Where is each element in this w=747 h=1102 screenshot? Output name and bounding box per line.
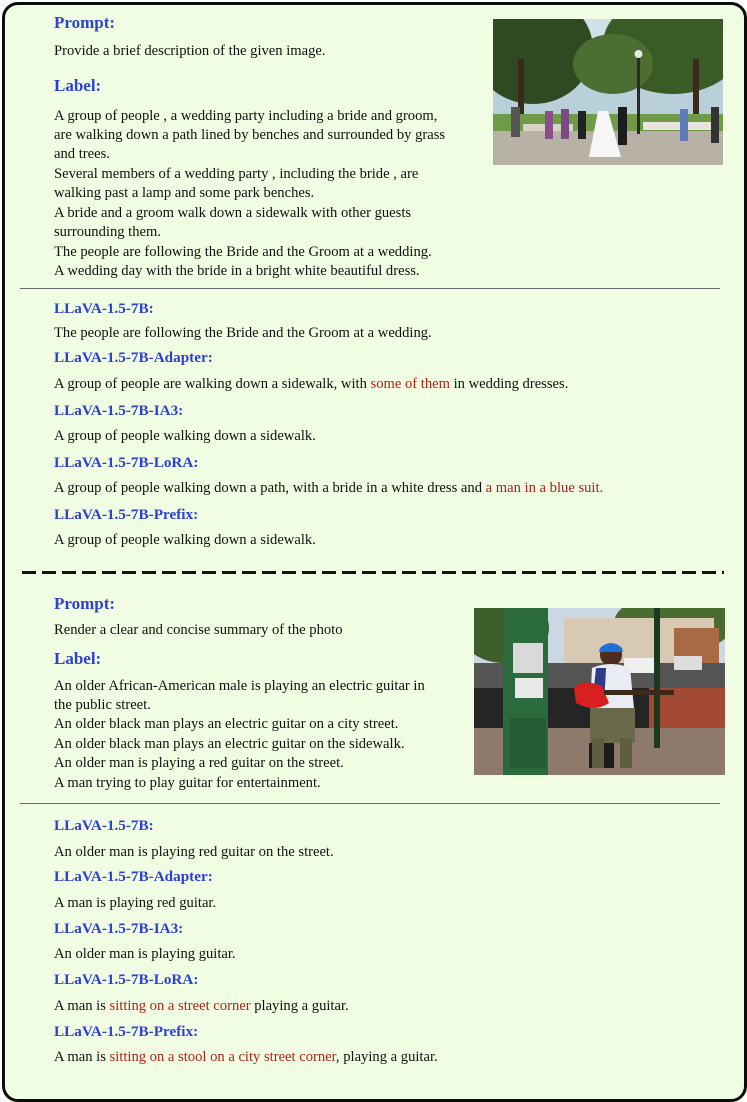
wedding-photo	[493, 19, 723, 165]
model-name: LLaVA-1.5-7B:	[54, 817, 154, 834]
model-output	[54, 324, 432, 344]
model-name: LLaVA-1.5-7B-Prefix:	[54, 1023, 199, 1040]
label-line: An older African-American male is playing an electric guitar in	[54, 678, 425, 694]
model-name: LLaVA-1.5-7B-IA3:	[54, 920, 184, 937]
output-text: An older man is playing red guitar on the street.	[54, 844, 334, 860]
output-text: A man is	[54, 998, 110, 1014]
model-output	[54, 427, 316, 447]
output-suffix: , playing a guitar.	[335, 1049, 438, 1065]
model-output	[54, 843, 334, 863]
hallucination-text: sitting on a street corner	[109, 998, 251, 1014]
label-line: A group of people , a wedding party including a bride and groom,	[54, 108, 438, 124]
model-output	[54, 1048, 438, 1068]
model-name: LLaVA-1.5-7B-Adapter:	[54, 868, 213, 885]
label-line: surrounding them.	[54, 224, 162, 240]
label-line: are walking down a path lined by benches and surrounded by grass	[54, 127, 446, 143]
output-text: A man is playing red guitar.	[54, 895, 217, 911]
output-text: An older man is playing guitar.	[54, 946, 236, 962]
output-suffix: playing a guitar.	[250, 998, 349, 1014]
label-line: An older black man plays an electric guitar on the sidewalk.	[54, 736, 405, 752]
guitarist-photo-art	[474, 608, 725, 775]
label-line: A wedding day with the bride in a bright white beautiful dress.	[54, 263, 420, 279]
label-line: and trees.	[54, 146, 110, 162]
model-name: LLaVA-1.5-7B-Prefix:	[54, 506, 199, 523]
label-line: An older man is playing a red guitar on the street.	[54, 755, 344, 771]
divider-2	[20, 803, 720, 804]
model-name: LLaVA-1.5-7B-Adapter:	[54, 349, 213, 366]
label-line: walking past a lamp and some park benches.	[54, 185, 315, 201]
wedding-photo-art	[493, 19, 723, 165]
prompt-heading-2: Prompt:	[54, 594, 116, 613]
model-name: LLaVA-1.5-7B:	[54, 300, 154, 317]
output-text: A group of people are walking down a sidewalk, with	[54, 376, 371, 392]
prompt-text-2: Render a clear and concise summary of the photo	[54, 622, 343, 638]
label-line: The people are following the Bride and the Groom at a wedding.	[54, 244, 432, 260]
hallucination-text: sitting on a stool on a city street corner	[109, 1049, 336, 1065]
output-text: A man is	[54, 1049, 110, 1065]
model-output	[54, 375, 568, 395]
output-text: A group of people walking down a sidewalk.	[54, 428, 316, 444]
model-name: LLaVA-1.5-7B-LoRA:	[54, 454, 199, 471]
model-output	[54, 997, 349, 1017]
hallucination-text: some of them	[370, 376, 450, 392]
guitarist-photo	[474, 608, 725, 775]
hallucination-text: a man in a blue suit.	[485, 480, 604, 496]
output-text: The people are following the Bride and the Groom at a wedding.	[54, 325, 432, 341]
label-line: Several members of a wedding party , including the bride , are	[54, 166, 419, 182]
label-heading-2: Label:	[54, 649, 102, 668]
output-suffix: in wedding dresses.	[449, 376, 569, 392]
prompt-heading-1: Prompt:	[54, 13, 116, 32]
output-text: A group of people walking down a sidewalk.	[54, 532, 316, 548]
prompt-text-1: Provide a brief description of the given image.	[54, 43, 326, 59]
divider-1	[20, 288, 720, 289]
label-line: An older black man plays an electric guitar on a city street.	[54, 716, 399, 732]
model-output	[54, 894, 216, 914]
model-name: LLaVA-1.5-7B-LoRA:	[54, 971, 199, 988]
label-heading-1: Label:	[54, 76, 102, 95]
label-line: the public street.	[54, 697, 151, 713]
example-separator	[22, 571, 724, 574]
model-output	[54, 945, 236, 965]
output-text: A group of people walking down a path, with a bride in a white dress and	[54, 480, 486, 496]
model-name: LLaVA-1.5-7B-IA3:	[54, 402, 184, 419]
model-output	[54, 479, 603, 499]
label-line: A man trying to play guitar for entertainment.	[54, 775, 321, 791]
label-line: A bride and a groom walk down a sidewalk with other guests	[54, 205, 412, 221]
model-output	[54, 531, 316, 551]
